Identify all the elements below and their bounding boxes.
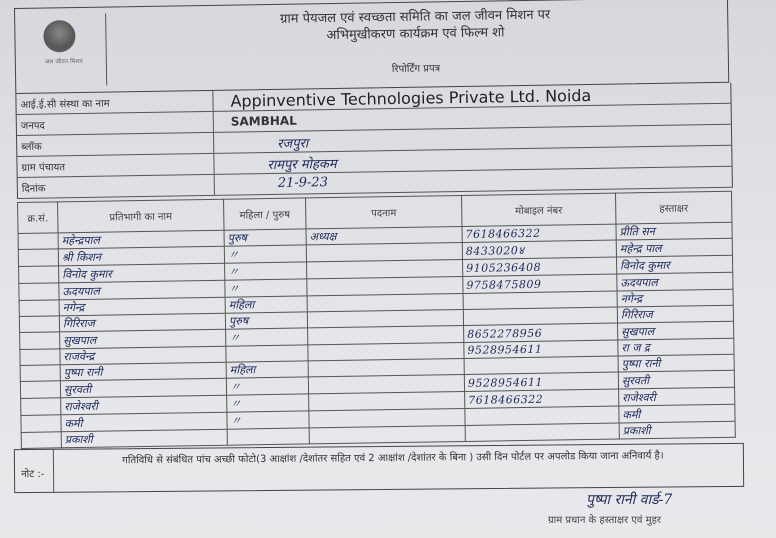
name-cell: ऊदयपाल — [59, 280, 225, 300]
organization-value: Appinventive Technologies Private Ltd. Noida — [230, 85, 592, 111]
serial-cell — [21, 432, 61, 449]
col-post: पदनाम — [306, 195, 462, 228]
form-header — [14, 0, 729, 94]
signature-cell: ऊदयपाल — [617, 272, 733, 291]
form-title-line1: ग्राम पेयजल एवं स्वच्छता समिति का जल जीवन मिशन पर — [279, 7, 551, 27]
gender-cell: महिला — [225, 296, 307, 313]
signature-cell: महेन्द्र पाल — [616, 238, 732, 257]
signature-cell: राजेश्वरी — [619, 387, 735, 406]
col-name: प्रतिभागी का नाम — [58, 199, 224, 233]
col-mobile: मोबाइल नंबर — [462, 193, 616, 226]
gender-cell: पुरुष — [225, 312, 307, 329]
signature-cell: प्रकाशी — [619, 421, 735, 439]
name-cell: महेन्द्रपाल — [58, 230, 224, 249]
mobile-cell: 9105236408 — [463, 257, 617, 276]
name-cell: गिरिराज — [59, 313, 225, 332]
note-label: नोट :- — [20, 468, 45, 481]
divider — [213, 133, 214, 153]
signature-cell: नगेन्द्र — [617, 289, 733, 307]
serial-cell — [20, 381, 60, 399]
col-gender: महिला / पुरुष — [224, 198, 306, 230]
mobile-cell: 9528954611 — [464, 340, 618, 358]
info-label: दिनांक — [21, 183, 46, 195]
gender-cell: 〃 — [226, 328, 308, 346]
participants-table — [17, 191, 735, 449]
serial-cell — [18, 233, 58, 250]
serial-cell — [19, 283, 59, 301]
signature-label: ग्राम प्रधान के हस्ताक्षर एवं मुहर — [548, 515, 661, 526]
gender-cell — [226, 345, 308, 362]
mobile-cell: 9528954611 — [464, 372, 618, 391]
mobile-cell: 7618466322 — [465, 389, 619, 408]
info-label: ग्राम पंचायत — [21, 162, 66, 174]
serial-cell — [21, 415, 61, 433]
divider — [214, 175, 215, 195]
mobile-cell: 7618466322 — [462, 224, 616, 242]
signature-cell: प्रीति सन — [616, 222, 732, 240]
info-section — [15, 83, 733, 199]
name-cell: राजवेन्द्र — [60, 346, 226, 365]
name-cell: राजेश्वरी — [61, 395, 227, 415]
signature-cell: रा ज द्र — [618, 338, 734, 356]
col-signature: हस्ताक्षर — [615, 191, 731, 224]
signature-cell: विनोद कुमार — [616, 255, 732, 274]
logo-text: जल जीवन मिशन — [45, 57, 83, 66]
signature-cell: सुरवती — [618, 370, 734, 389]
divider — [212, 91, 213, 111]
serial-cell — [19, 266, 59, 284]
note-box — [14, 443, 744, 493]
signature-cell: सुखपाल — [618, 321, 734, 340]
form-subtitle: रिपोर्टिंग प्रपत्र — [391, 63, 441, 76]
name-cell: नगेन्द्र — [59, 297, 225, 316]
serial-cell — [20, 332, 60, 350]
serial-cell — [19, 316, 59, 333]
mobile-cell: 9758475809 — [463, 274, 617, 293]
gender-cell: पुरुष — [224, 229, 306, 246]
note-text: गतिविधि से संबंधित पांच अच्छी फोटो(3 आक्षांश /देशांतर सहित एवं 2 आक्षांश /देशांतर के बिना ) उसी दिन पोर्टल पर अपलोड किया जाना अनिवार्य है। — [122, 450, 664, 467]
name-cell: श्री किशन — [58, 246, 224, 266]
signature-cell: पुष्पा रानी — [618, 354, 734, 372]
serial-cell — [21, 398, 61, 416]
reporting-form — [14, 0, 735, 447]
serial-cell — [18, 249, 58, 267]
date-value: 21-9-23 — [277, 175, 329, 191]
form-title-line2: अभिमुखीकरण कार्यक्रम एवं फिल्म शो — [326, 25, 505, 44]
mobile-cell: 8433020४ — [462, 240, 616, 259]
form-title — [115, 4, 715, 47]
serial-cell — [19, 300, 59, 317]
gender-cell — [227, 428, 309, 445]
divider — [213, 112, 214, 132]
pradhan-signature: पुष्पा रानी वार्ड-7 — [586, 492, 673, 508]
district-value: SAMBHAL — [230, 113, 297, 129]
jal-jeevan-logo — [21, 14, 107, 87]
name-cell: प्रकाशी — [61, 429, 227, 448]
name-cell: विनोद कुमार — [59, 263, 225, 283]
divider — [53, 450, 54, 492]
gender-cell: 〃 — [227, 394, 309, 412]
post-cell: अध्यक्ष — [306, 226, 462, 244]
mobile-cell — [465, 423, 619, 441]
info-label: जनपद — [20, 120, 45, 132]
logo-emblem-icon — [43, 20, 75, 52]
mobile-cell: 8652278956 — [464, 323, 618, 342]
info-label: ब्लॉक — [21, 141, 42, 153]
name-cell: सुखपाल — [60, 329, 226, 349]
gender-cell: 〃 — [225, 279, 307, 297]
divider — [213, 154, 214, 174]
block-value: रजपुरा — [277, 136, 309, 152]
gender-cell: महिला — [226, 361, 308, 378]
gender-cell: 〃 — [224, 245, 306, 263]
serial-cell — [20, 365, 60, 382]
name-cell: पुष्पा रानी — [60, 362, 226, 381]
name-cell: सुरवती — [60, 378, 226, 398]
gender-cell: 〃 — [225, 262, 307, 280]
gender-cell: 〃 — [226, 377, 308, 395]
signature-cell: गिरिराज — [617, 305, 733, 323]
col-serial: क्र.सं. — [18, 202, 58, 234]
serial-cell — [20, 349, 60, 366]
post-cell — [309, 425, 465, 443]
info-label: आई.ई.सी संस्था का नाम — [20, 98, 110, 111]
gender-cell: 〃 — [227, 411, 309, 429]
name-cell: कमी — [61, 412, 227, 432]
panchayat-value: रामपुर मोहकम — [267, 156, 337, 174]
signature-cell: कमी — [619, 404, 735, 423]
